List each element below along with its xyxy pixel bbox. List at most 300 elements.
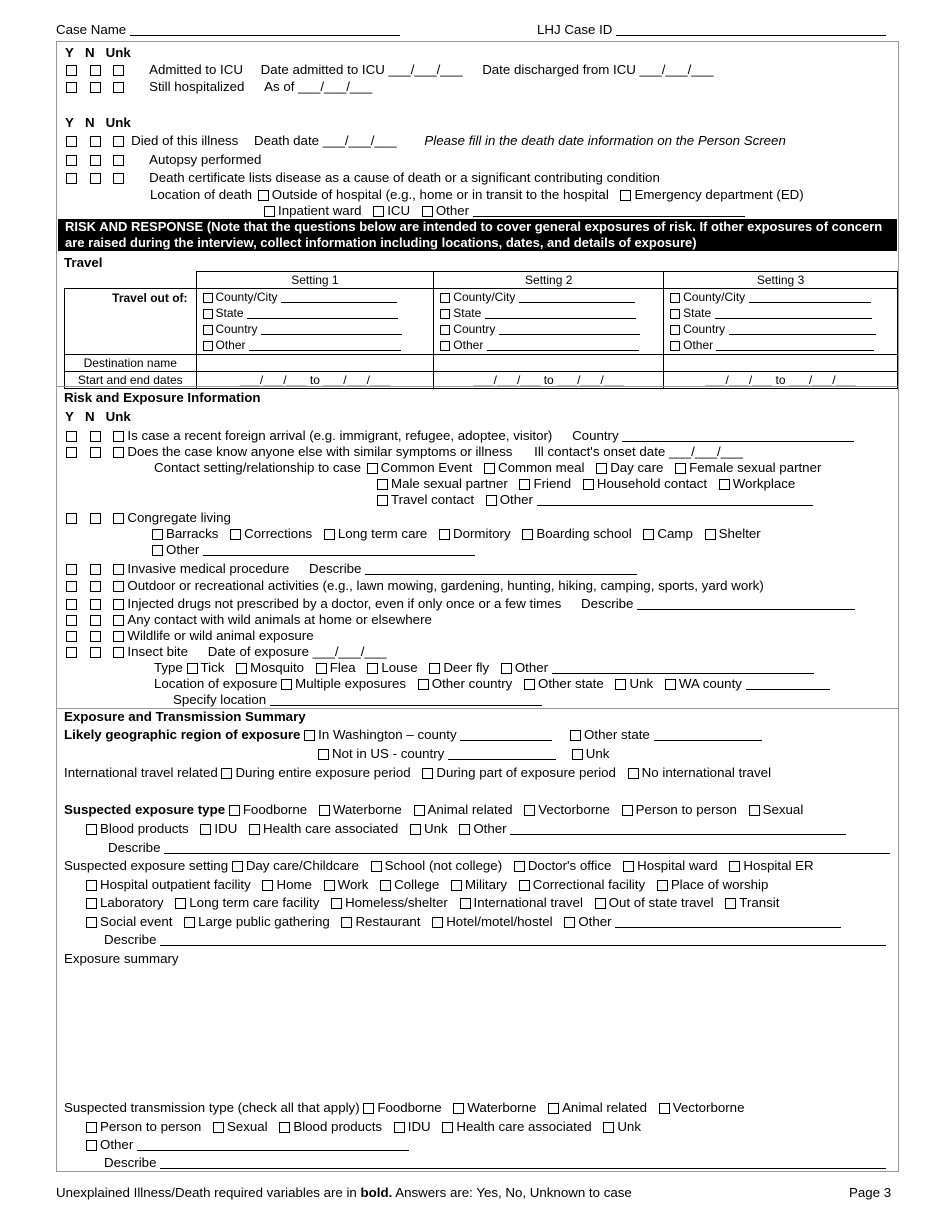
autopsy-unk-checkbox[interactable] bbox=[113, 155, 124, 166]
trans-foodborne-checkbox[interactable] bbox=[363, 1103, 374, 1114]
exp-animal-checkbox[interactable] bbox=[414, 805, 425, 816]
set-work-checkbox[interactable] bbox=[324, 880, 335, 891]
intl-none-checkbox[interactable] bbox=[628, 768, 639, 779]
specify-location-label: Specify location bbox=[173, 692, 267, 707]
set-outpatient-checkbox[interactable] bbox=[86, 880, 97, 891]
region-other-state-checkbox[interactable] bbox=[570, 730, 581, 741]
exp-foodborne-label: Foodborne bbox=[242, 802, 308, 817]
foreign-n-checkbox[interactable] bbox=[90, 431, 101, 442]
col-y: Y bbox=[65, 409, 74, 424]
s1-country-label: Country bbox=[215, 322, 258, 336]
intl-part-label: During part of exposure period bbox=[436, 765, 616, 780]
trans-idu-label: IDU bbox=[407, 1119, 431, 1134]
s2-dates-input[interactable]: ___/___/___ to ___/___/___ bbox=[434, 372, 664, 389]
foreign-country-input[interactable] bbox=[622, 429, 854, 442]
trans-hca-checkbox[interactable] bbox=[442, 1122, 453, 1133]
exp-sexual-label: Sexual bbox=[762, 802, 804, 817]
region-wa-checkbox[interactable] bbox=[304, 730, 315, 741]
col-y: Y bbox=[65, 45, 74, 60]
region-label: Likely geographic region of exposure bbox=[64, 727, 301, 742]
insect-type-label: Type bbox=[154, 660, 183, 675]
travel-out-label: Travel out of: bbox=[65, 289, 197, 355]
deer-fly-checkbox[interactable] bbox=[429, 663, 440, 674]
wild-contact-y-checkbox[interactable] bbox=[66, 615, 77, 626]
set-doctor-checkbox[interactable] bbox=[514, 861, 525, 872]
exp-waterborne-label: Waterborne bbox=[332, 802, 402, 817]
set-correctional-label: Correctional facility bbox=[532, 877, 646, 892]
s2-destination-input[interactable] bbox=[434, 355, 664, 372]
s2-other-checkbox[interactable] bbox=[440, 341, 450, 351]
exposure-summary-area[interactable] bbox=[64, 968, 890, 1096]
loc-unk-checkbox[interactable] bbox=[615, 679, 626, 690]
s1-destination-input[interactable] bbox=[196, 355, 434, 372]
setting-2-options bbox=[434, 289, 664, 355]
insect-other-label: Other bbox=[514, 660, 549, 675]
invasive-row bbox=[66, 561, 637, 577]
still-unk-checkbox[interactable] bbox=[113, 82, 124, 93]
set-out-of-state-checkbox[interactable] bbox=[595, 898, 606, 909]
region-not-us-checkbox[interactable] bbox=[318, 749, 329, 760]
foreign-y-checkbox[interactable] bbox=[66, 431, 77, 442]
setting-label: Suspected exposure setting bbox=[64, 858, 229, 873]
corrections-checkbox[interactable] bbox=[230, 529, 241, 540]
transmission-describe-row bbox=[104, 1155, 886, 1171]
loc-other-country-label: Other country bbox=[431, 676, 513, 691]
region-unk-checkbox[interactable] bbox=[572, 749, 583, 760]
contact-day-care-checkbox[interactable] bbox=[596, 463, 607, 474]
set-home-checkbox[interactable] bbox=[262, 880, 273, 891]
setting-describe-row bbox=[104, 932, 886, 948]
trans-describe-input[interactable] bbox=[160, 1156, 886, 1169]
set-college-label: College bbox=[394, 877, 440, 892]
died-row bbox=[66, 133, 786, 149]
mosquito-checkbox[interactable] bbox=[236, 663, 247, 674]
trans-blood-checkbox[interactable] bbox=[279, 1122, 290, 1133]
exp-unk-checkbox[interactable] bbox=[410, 824, 421, 835]
flea-checkbox[interactable] bbox=[316, 663, 327, 674]
contact-female-partner-checkbox[interactable] bbox=[675, 463, 686, 474]
similar-y-checkbox[interactable] bbox=[66, 447, 77, 458]
icu-row bbox=[66, 62, 714, 78]
exp-blood-checkbox[interactable] bbox=[86, 824, 97, 835]
icu-discharge-date[interactable]: Date discharged from ICU ___/___/___ bbox=[482, 62, 714, 77]
insect-unk-checkbox[interactable] bbox=[113, 647, 124, 658]
set-correctional-checkbox[interactable] bbox=[519, 880, 530, 891]
risk-response-banner: RISK AND RESPONSE (Note that the questions below are intended to cover general exposures of risk. If other exposures of concern are raised during the interview, collect information including locations, dates, and details of exposure) bbox=[58, 219, 897, 251]
set-school-label: School (not college) bbox=[384, 858, 503, 873]
region-wa-county-input[interactable] bbox=[460, 728, 552, 741]
exp-person-checkbox[interactable] bbox=[622, 805, 633, 816]
footer-note-bold: bold. bbox=[360, 1185, 393, 1200]
set-other-checkbox[interactable] bbox=[564, 917, 575, 928]
region-unk-label: Unk bbox=[585, 746, 610, 761]
s3-county-checkbox[interactable] bbox=[670, 293, 680, 303]
s2-county-input[interactable] bbox=[519, 290, 635, 303]
set-lab-label: Laboratory bbox=[100, 895, 164, 910]
set-intl-travel-checkbox[interactable] bbox=[460, 898, 471, 909]
exposure-type-row2 bbox=[86, 821, 846, 837]
region-wa-label: In Washington – county bbox=[318, 727, 457, 742]
s1-other-checkbox[interactable] bbox=[203, 341, 213, 351]
injected-y-checkbox[interactable] bbox=[66, 599, 77, 610]
loc-icu-label: ICU bbox=[387, 203, 411, 218]
injected-n-checkbox[interactable] bbox=[90, 599, 101, 610]
congregate-options bbox=[152, 526, 761, 542]
exposure-type-label: Suspected exposure type bbox=[64, 802, 226, 817]
similar-unk-checkbox[interactable] bbox=[113, 447, 124, 458]
congregate-other-input[interactable] bbox=[203, 543, 475, 556]
wildlife-y-checkbox[interactable] bbox=[66, 631, 77, 642]
congregate-label: Congregate living bbox=[127, 510, 231, 525]
exposure-location-label: Location of exposure bbox=[154, 676, 278, 691]
shelter-checkbox[interactable] bbox=[705, 529, 716, 540]
camp-checkbox[interactable] bbox=[643, 529, 654, 540]
exp-vector-checkbox[interactable] bbox=[524, 805, 535, 816]
set-hospital-er-label: Hospital ER bbox=[743, 858, 814, 873]
s3-state-input[interactable] bbox=[715, 306, 872, 319]
trans-unk-checkbox[interactable] bbox=[603, 1122, 614, 1133]
set-restaurant-checkbox[interactable] bbox=[341, 917, 352, 928]
wild-contact-unk-checkbox[interactable] bbox=[113, 615, 124, 626]
exp-foodborne-checkbox[interactable] bbox=[229, 805, 240, 816]
congregate-n-checkbox[interactable] bbox=[90, 513, 101, 524]
insect-n-checkbox[interactable] bbox=[90, 647, 101, 658]
congregate-row bbox=[66, 510, 231, 526]
s1-county-checkbox[interactable] bbox=[203, 293, 213, 303]
setting-row3 bbox=[86, 895, 779, 911]
invasive-label: Invasive medical procedure bbox=[127, 561, 290, 576]
still-y-checkbox[interactable] bbox=[66, 82, 77, 93]
set-hotel-checkbox[interactable] bbox=[432, 917, 443, 928]
s2-country-label: Country bbox=[453, 322, 496, 336]
set-hotel-label: Hotel/motel/hostel bbox=[446, 914, 553, 929]
lhj-case-id-label: LHJ Case ID bbox=[537, 22, 613, 37]
s2-country-input[interactable] bbox=[499, 322, 640, 335]
contact-travel-label: Travel contact bbox=[391, 492, 475, 507]
injected-unk-checkbox[interactable] bbox=[113, 599, 124, 610]
s2-other-input[interactable] bbox=[487, 338, 639, 351]
s3-country-checkbox[interactable] bbox=[670, 325, 680, 335]
set-lab-checkbox[interactable] bbox=[86, 898, 97, 909]
barracks-checkbox[interactable] bbox=[152, 529, 163, 540]
s1-county-input[interactable] bbox=[281, 290, 397, 303]
autopsy-label: Autopsy performed bbox=[149, 152, 262, 167]
loc-other-checkbox[interactable] bbox=[422, 206, 433, 217]
s2-state-input[interactable] bbox=[485, 306, 636, 319]
s1-country-checkbox[interactable] bbox=[203, 325, 213, 335]
insect-other-checkbox[interactable] bbox=[501, 663, 512, 674]
contact-male-partner-checkbox[interactable] bbox=[377, 479, 388, 490]
icu-unk-checkbox[interactable] bbox=[113, 65, 124, 76]
s3-country-input[interactable] bbox=[729, 322, 876, 335]
loc-other-country-checkbox[interactable] bbox=[418, 679, 429, 690]
certificate-unk-checkbox[interactable] bbox=[113, 173, 124, 184]
exp-animal-label: Animal related bbox=[427, 802, 513, 817]
as-of-date[interactable]: As of ___/___/___ bbox=[264, 79, 373, 94]
dates-label: Start and end dates bbox=[65, 372, 197, 389]
dormitory-checkbox[interactable] bbox=[439, 529, 450, 540]
deer-fly-label: Deer fly bbox=[443, 660, 490, 675]
congregate-y-checkbox[interactable] bbox=[66, 513, 77, 524]
trans-other-checkbox[interactable] bbox=[86, 1140, 97, 1151]
similar-illness-row bbox=[66, 444, 743, 460]
contact-setting-row3 bbox=[377, 492, 813, 508]
contact-other-label: Other bbox=[499, 492, 533, 507]
certificate-label: Death certificate lists disease as a cause of death or a significant contributing condition bbox=[149, 170, 660, 185]
contact-common-event-checkbox[interactable] bbox=[367, 463, 378, 474]
transmission-row2 bbox=[86, 1119, 641, 1135]
contact-male-partner-label: Male sexual partner bbox=[391, 476, 508, 491]
case-name-field[interactable] bbox=[56, 22, 400, 38]
invasive-unk-checkbox[interactable] bbox=[113, 564, 124, 575]
lhj-case-id-input[interactable] bbox=[616, 23, 886, 36]
set-social-label: Social event bbox=[100, 914, 173, 929]
case-name-input[interactable] bbox=[130, 23, 400, 36]
exposure-type-describe-row bbox=[108, 840, 890, 856]
wild-contact-label: Any contact with wild animals at home or elsewhere bbox=[127, 612, 432, 627]
wild-contact-row bbox=[66, 612, 432, 628]
exp-waterborne-checkbox[interactable] bbox=[319, 805, 330, 816]
footer-note bbox=[56, 1185, 632, 1201]
s3-destination-input[interactable] bbox=[664, 355, 898, 372]
invasive-describe-label: Describe bbox=[308, 561, 362, 576]
s2-county-checkbox[interactable] bbox=[440, 293, 450, 303]
s3-other-checkbox[interactable] bbox=[670, 341, 680, 351]
case-name-label: Case Name bbox=[56, 22, 127, 37]
certificate-n-checkbox[interactable] bbox=[90, 173, 101, 184]
exp-other-input[interactable] bbox=[510, 822, 846, 835]
died-n-checkbox[interactable] bbox=[90, 136, 101, 147]
set-ltc-checkbox[interactable] bbox=[175, 898, 186, 909]
trans-other-label: Other bbox=[100, 1137, 134, 1152]
exp-hca-label: Health care associated bbox=[263, 821, 399, 836]
s2-state-checkbox[interactable] bbox=[440, 309, 450, 319]
col-unk: Unk bbox=[105, 45, 131, 60]
trans-waterborne-checkbox[interactable] bbox=[453, 1103, 464, 1114]
contact-travel-checkbox[interactable] bbox=[377, 495, 388, 506]
icu-n-checkbox[interactable] bbox=[90, 65, 101, 76]
icu-y-checkbox[interactable] bbox=[66, 65, 77, 76]
travel-corner bbox=[65, 272, 197, 289]
loc-wa-county-input[interactable] bbox=[746, 677, 830, 690]
long-term-care-checkbox[interactable] bbox=[324, 529, 335, 540]
boarding-school-checkbox[interactable] bbox=[522, 529, 533, 540]
wildlife-n-checkbox[interactable] bbox=[90, 631, 101, 642]
summary-title: Exposure and Transmission Summary bbox=[64, 709, 306, 724]
wild-contact-n-checkbox[interactable] bbox=[90, 615, 101, 626]
exp-idu-label: IDU bbox=[214, 821, 238, 836]
s1-state-input[interactable] bbox=[247, 306, 398, 319]
certificate-y-checkbox[interactable] bbox=[66, 173, 77, 184]
region-not-us-input[interactable] bbox=[448, 747, 556, 760]
icu-admit-date[interactable]: Date admitted to ICU ___/___/___ bbox=[260, 62, 463, 77]
set-gathering-checkbox[interactable] bbox=[184, 917, 195, 928]
trans-animal-checkbox[interactable] bbox=[548, 1103, 559, 1114]
exp-describe-input[interactable] bbox=[164, 841, 890, 854]
s2-country-checkbox[interactable] bbox=[440, 325, 450, 335]
trans-describe-label: Describe bbox=[104, 1155, 157, 1170]
s3-county-input[interactable] bbox=[749, 290, 871, 303]
setting-3-options bbox=[664, 289, 898, 355]
trans-person-checkbox[interactable] bbox=[86, 1122, 97, 1133]
exp-idu-checkbox[interactable] bbox=[200, 824, 211, 835]
region-row bbox=[64, 727, 762, 743]
setting-2-header: Setting 2 bbox=[434, 272, 664, 289]
contact-other-checkbox[interactable] bbox=[486, 495, 497, 506]
dormitory-label: Dormitory bbox=[453, 526, 511, 541]
loc-icu-checkbox[interactable] bbox=[373, 206, 384, 217]
louse-checkbox[interactable] bbox=[367, 663, 378, 674]
contact-household-checkbox[interactable] bbox=[583, 479, 594, 490]
invasive-y-checkbox[interactable] bbox=[66, 564, 77, 575]
trans-other-input[interactable] bbox=[137, 1138, 409, 1151]
insect-type-row bbox=[154, 660, 814, 676]
invasive-n-checkbox[interactable] bbox=[90, 564, 101, 575]
wildlife-unk-checkbox[interactable] bbox=[113, 631, 124, 642]
loc-ed-label: Emergency department (ED) bbox=[634, 187, 804, 202]
icu-label: Admitted to ICU bbox=[149, 62, 243, 77]
location-of-death-row bbox=[150, 187, 804, 203]
ynu-header-risk bbox=[65, 409, 131, 425]
setting-row4 bbox=[86, 914, 841, 930]
death-date[interactable]: Death date ___/___/___ bbox=[253, 133, 397, 148]
exp-hca-checkbox[interactable] bbox=[249, 824, 260, 835]
outdoor-y-checkbox[interactable] bbox=[66, 581, 77, 592]
intl-part-checkbox[interactable] bbox=[422, 768, 433, 779]
risk-title: Risk and Exposure Information bbox=[64, 390, 261, 405]
died-unk-checkbox[interactable] bbox=[113, 136, 124, 147]
contact-female-partner-label: Female sexual partner bbox=[689, 460, 822, 475]
long-term-care-label: Long term care bbox=[337, 526, 428, 541]
set-homeless-checkbox[interactable] bbox=[331, 898, 342, 909]
onset-date[interactable]: Ill contact's onset date ___/___/___ bbox=[534, 444, 743, 459]
col-n: N bbox=[84, 115, 95, 130]
loc-multiple-checkbox[interactable] bbox=[281, 679, 292, 690]
loc-other-label: Other bbox=[435, 203, 470, 218]
trans-vector-label: Vectorborne bbox=[672, 1100, 745, 1115]
intl-travel-label: International travel related bbox=[64, 765, 218, 780]
set-social-checkbox[interactable] bbox=[86, 917, 97, 928]
loc-multiple-label: Multiple exposures bbox=[295, 676, 407, 691]
foreign-unk-checkbox[interactable] bbox=[113, 431, 124, 442]
foreign-country-label: Country bbox=[572, 428, 619, 443]
set-military-checkbox[interactable] bbox=[451, 880, 462, 891]
still-n-checkbox[interactable] bbox=[90, 82, 101, 93]
contact-common-meal-checkbox[interactable] bbox=[484, 463, 495, 474]
s3-country-label: Country bbox=[683, 322, 726, 336]
loc-other-input[interactable] bbox=[473, 204, 745, 217]
trans-idu-checkbox[interactable] bbox=[394, 1122, 405, 1133]
setting-1-options bbox=[196, 289, 434, 355]
set-describe-input[interactable] bbox=[160, 933, 886, 946]
corrections-label: Corrections bbox=[244, 526, 313, 541]
similar-label: Does the case know anyone else with similar symptoms or illness bbox=[127, 444, 513, 459]
loc-outside-checkbox[interactable] bbox=[258, 190, 269, 201]
region-other-state-input[interactable] bbox=[654, 728, 762, 741]
set-other-input[interactable] bbox=[615, 915, 841, 928]
contact-workplace-checkbox[interactable] bbox=[719, 479, 730, 490]
set-hospital-ward-checkbox[interactable] bbox=[623, 861, 634, 872]
outdoor-unk-checkbox[interactable] bbox=[113, 581, 124, 592]
set-transit-checkbox[interactable] bbox=[725, 898, 736, 909]
s3-state-checkbox[interactable] bbox=[670, 309, 680, 319]
outdoor-n-checkbox[interactable] bbox=[90, 581, 101, 592]
set-hospital-er-checkbox[interactable] bbox=[729, 861, 740, 872]
injected-describe-input[interactable] bbox=[637, 597, 855, 610]
still-label: Still hospitalized bbox=[149, 79, 245, 94]
insect-other-input[interactable] bbox=[552, 661, 814, 674]
set-worship-checkbox[interactable] bbox=[657, 880, 668, 891]
set-other-label: Other bbox=[578, 914, 612, 929]
loc-other-state-checkbox[interactable] bbox=[524, 679, 535, 690]
set-transit-label: Transit bbox=[739, 895, 780, 910]
trans-vector-checkbox[interactable] bbox=[659, 1103, 670, 1114]
exp-other-checkbox[interactable] bbox=[459, 824, 470, 835]
insect-y-checkbox[interactable] bbox=[66, 647, 77, 658]
exp-vector-label: Vectorborne bbox=[538, 802, 610, 817]
region-other-state-label: Other state bbox=[584, 727, 650, 742]
trans-sexual-checkbox[interactable] bbox=[213, 1122, 224, 1133]
intl-entire-label: During entire exposure period bbox=[235, 765, 411, 780]
s1-dates-input[interactable]: ___/___/___ to ___/___/___ bbox=[196, 372, 434, 389]
wildlife-label: Wildlife or wild animal exposure bbox=[127, 628, 314, 643]
exp-sexual-checkbox[interactable] bbox=[749, 805, 760, 816]
outdoor-label: Outdoor or recreational activities (e.g., lawn mowing, gardening, hunting, hiking, camping, sports, yard work) bbox=[127, 578, 764, 593]
loc-wa-county-checkbox[interactable] bbox=[665, 679, 676, 690]
s1-state-checkbox[interactable] bbox=[203, 309, 213, 319]
congregate-other-checkbox[interactable] bbox=[152, 545, 163, 556]
louse-label: Louse bbox=[381, 660, 418, 675]
contact-other-input[interactable] bbox=[537, 493, 813, 506]
s1-other-input[interactable] bbox=[249, 338, 401, 351]
s3-county-label: County/City bbox=[683, 290, 746, 304]
flea-label: Flea bbox=[329, 660, 356, 675]
trans-unk-label: Unk bbox=[617, 1119, 641, 1134]
lhj-case-id-field[interactable] bbox=[537, 22, 886, 38]
died-y-checkbox[interactable] bbox=[66, 136, 77, 147]
loc-inpatient-checkbox[interactable] bbox=[264, 206, 275, 217]
s3-dates-input[interactable]: ___/___/___ to ___/___/___ bbox=[664, 372, 898, 389]
intl-entire-checkbox[interactable] bbox=[221, 768, 232, 779]
similar-n-checkbox[interactable] bbox=[90, 447, 101, 458]
tick-checkbox[interactable] bbox=[187, 663, 198, 674]
congregate-unk-checkbox[interactable] bbox=[113, 513, 124, 524]
setting-row1 bbox=[64, 858, 814, 874]
loc-ed-checkbox[interactable] bbox=[620, 190, 631, 201]
injected-label: Injected drugs not prescribed by a doctor, even if only once or a few times bbox=[127, 596, 562, 611]
boarding-school-label: Boarding school bbox=[536, 526, 632, 541]
autopsy-n-checkbox[interactable] bbox=[90, 155, 101, 166]
camp-label: Camp bbox=[657, 526, 693, 541]
contact-common-meal-label: Common meal bbox=[498, 460, 585, 475]
invasive-describe-input[interactable] bbox=[365, 562, 637, 575]
set-daycare-checkbox[interactable] bbox=[232, 861, 243, 872]
set-school-checkbox[interactable] bbox=[371, 861, 382, 872]
s3-other-input[interactable] bbox=[716, 338, 874, 351]
set-college-checkbox[interactable] bbox=[380, 880, 391, 891]
set-ltc-label: Long term care facility bbox=[189, 895, 320, 910]
insect-date[interactable]: Date of exposure ___/___/___ bbox=[207, 644, 387, 659]
contact-friend-checkbox[interactable] bbox=[519, 479, 530, 490]
loc-outside-label: Outside of hospital (e.g., home or in transit to the hospital bbox=[271, 187, 609, 202]
specify-location-input[interactable] bbox=[270, 693, 542, 706]
autopsy-y-checkbox[interactable] bbox=[66, 155, 77, 166]
exp-unk-label: Unk bbox=[423, 821, 448, 836]
contact-household-label: Household contact bbox=[596, 476, 708, 491]
s1-country-input[interactable] bbox=[261, 322, 402, 335]
exp-other-label: Other bbox=[473, 821, 507, 836]
specify-location-row bbox=[173, 692, 542, 708]
